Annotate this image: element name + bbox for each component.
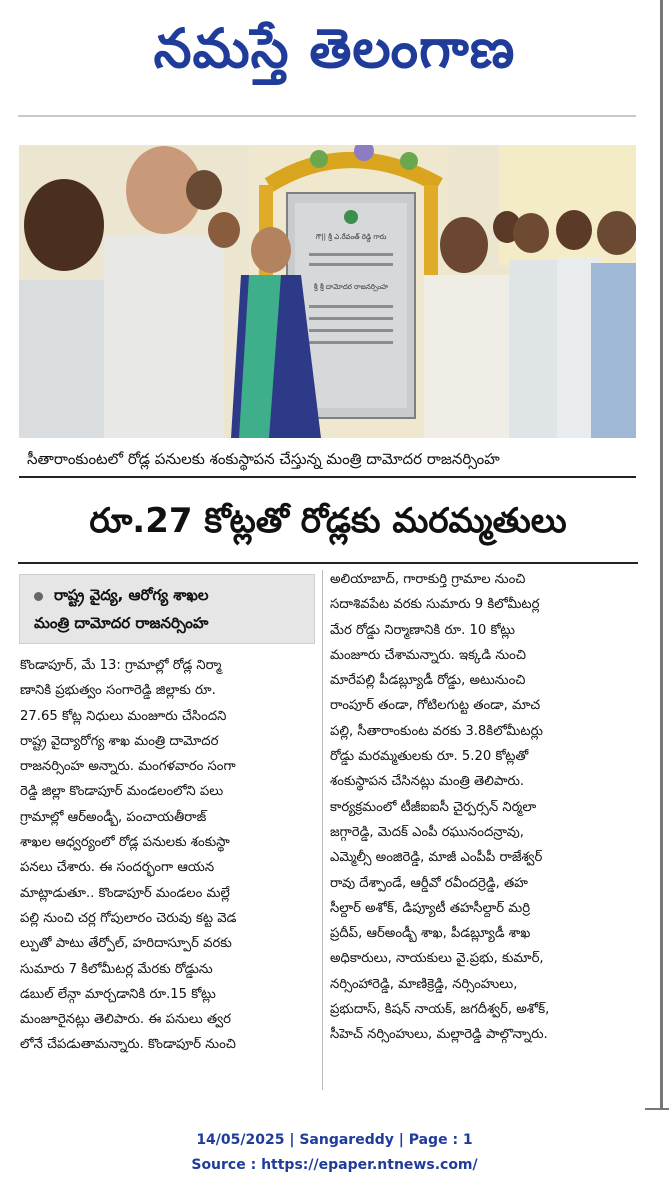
highlight-box [19,574,315,644]
masthead [0,0,669,110]
article-line: కొండాపూర్, మే 13: గ్రామాల్లో రోడ్ల నిర్మా [20,658,222,673]
article-line: శంకుస్థాపన చేసినట్లు మంత్రి తెలిపారు. [330,774,525,790]
article-line: పల్లి నుంచి చర్ల గోపులారం చెరువు కట్ట వెడ [20,910,237,926]
article-line: సుమారు 7 కిలోమీటర్ల మేరకు రోడ్డును [20,961,213,977]
article-line: పల్లి, సీతారాంకుంట వరకు 3.8కిలోమీటర్లు [330,723,543,739]
article-line: రావు దేశ్పాండే, ఆర్డీవో రవీందర్రెడ్డి, తహ [330,875,528,891]
headline: రూ.27 కోట్లతో రోడ్లకు మరమ్మతులు [89,501,567,541]
highlight-line-1: రాష్ట్ర వైద్య, ఆరోగ్య శాఖల [54,586,209,604]
page-edge-line [660,0,663,1110]
article-line: జగ్గారెడ్డి, మెదక్ ఎంపీ రఘునందన్రావు, [330,824,524,840]
article-line: సీల్దార్ అశోక్, డిప్యూటీ తహసీల్దార్ మర్రి [330,900,531,916]
bullet-icon [34,592,43,601]
article-line: ఎమ్మెల్సీ అంజిరెడ్డి, మాజీ ఎంపీపీ రాజేశ్వర్ [330,850,543,866]
article-line: సదాశివపేట వరకు సుమారు 9 కిలోమీటర్ల [330,597,540,613]
article-line: డబుల్ లేన్గా మార్చడానికి రూ.15 కోట్లు [20,986,216,1002]
article-line: అధికారులు, నాయకులు వై.ప్రభు, కుమార్, [330,951,544,967]
article-line: మాట్లాడుతూ.. కొండాపూర్ మండలం మల్లే [20,885,230,901]
article-line: ల్పుతో పాటు తేర్పోల్, హరిదాస్పూర్ వరకు [20,936,232,952]
article-line: రాజనర్సింహ అన్నారు. మంగళవారం సంగా [20,759,236,775]
article-line: శాఖల ఆధ్వర్యంలో రోడ్ల పనులకు శంకుస్థా [20,835,230,851]
footer [0,1128,669,1178]
article-line: ణానికి ప్రభుత్వం సంగారెడ్డి జిల్లాకు రూ. [20,683,216,699]
article-line: సీహెచ్ నర్సింహులు, మల్లారెడ్డి పాల్గొన్నారు. [330,1027,548,1043]
column-divider [322,570,323,1090]
news-photo [19,145,636,438]
article-column-left [20,653,314,1058]
plaque-text-2: శ్రీ శ్రీ దామోదర రాజనర్సింహ [313,283,389,291]
article-line: రోడ్డు మరమ్మతులకు రూ. 5.20 కోట్లతో [330,749,529,765]
highlight-line-2: మంత్రి దామోదర రాజనర్సింహ [34,614,209,632]
article-line: కార్యక్రమంలో టీజీఐఐసీ చైర్పర్సన్ నిర్మలా [330,799,537,815]
masthead-divider [18,115,636,117]
article-line: రెడ్డి జిల్లా కొండాపూర్ మండలంలోని పలు [20,784,224,800]
article-line: రాంపూర్ తండా, గోటిలగుట్ట తండా, మాచ [330,698,541,714]
article-line: మారేపల్లి పీడబ్ల్యూడీ రోడ్డు, అటునుంచి [330,673,526,689]
article-line: అలియాబాద్, గారాకుర్తి గ్రామాల నుంచి [330,572,526,587]
plaque-text-1: గౌ|| శ్రీ ఎ.రేవంత్ రెడ్డి గారు [315,233,387,241]
newspaper-title: నమస్తే తెలంగాణ [153,16,516,80]
article-line: రాష్ట్ర వైద్యారోగ్య శాఖ మంత్రి దామోదర [20,733,219,749]
article-line: మంజూరు చేశామన్నారు. ఇక్కడి నుంచి [330,647,526,663]
page-edge-tick [645,1108,669,1110]
photo-caption: సీతారాంకుంటలో రోడ్ల పనులకు శంకుస్థాపన చేస్తున్న మంత్రి దామోదర రాజనర్సింహ [19,441,636,478]
article-line: లోనే చేపడుతామన్నారు. కొండాపూర్ నుంచి [20,1037,236,1053]
article-line: నర్సింహారెడ్డి, మాణిక్రెడ్డి, నర్సింహులు, [330,976,518,992]
article-line: గ్రామాల్లో ఆర్అండ్బీ, పంచాయతీరాజ్ [20,809,207,825]
headline-divider [18,562,638,564]
article-line: 27.65 కోట్ల నిధులు మంజూరు చేసిందని [20,708,227,724]
article-line: ప్రభుదాస్, కిషన్ నాయక్, జగదీశ్వర్, అశోక్, [330,1002,550,1018]
article-column-right [330,567,636,1048]
footer-source-line: Source : https://epaper.ntnews.com/ [191,1157,478,1173]
article-line: పనలు చేశారు. ఈ సందర్భంగా ఆయన [20,860,215,876]
article-line: మంజూరైనట్లు తెలిపారు. ఈ పనులు త్వర [20,1012,231,1028]
article-line: ప్రదీప్, ఆర్అండ్బీ శాఖ, పీడబ్ల్యూడీ శాఖ [330,926,531,942]
article-line: మేర రోడ్డు నిర్మాణానికి రూ. 10 కోట్లు [330,622,515,638]
footer-date-line: 14/05/2025 | Sangareddy | Page : 1 [196,1132,473,1148]
